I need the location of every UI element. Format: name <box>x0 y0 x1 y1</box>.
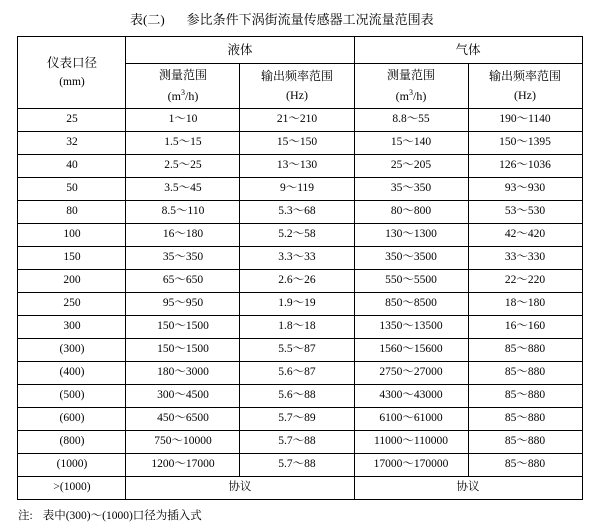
header-liquid-range-unit <box>126 88 239 104</box>
cell-gas-range: 1560～15600 <box>354 339 468 362</box>
cell-liquid-range: 750～10000 <box>126 431 240 454</box>
cell-gas-range: 80～800 <box>354 201 468 224</box>
cell-diameter: 50 <box>18 178 126 201</box>
cell-liquid-range: 150～1500 <box>126 339 240 362</box>
cell-diameter: 150 <box>18 247 126 270</box>
table-row <box>18 132 582 155</box>
cell-diameter: (300) <box>18 339 126 362</box>
table-row-agreement <box>18 477 582 500</box>
cell-gas-agreement: 协议 <box>354 477 582 500</box>
cell-gas-frequency: 85～880 <box>468 454 582 477</box>
cell-liquid-frequency: 3.3～33 <box>240 247 354 270</box>
cell-gas-frequency: 150～1395 <box>468 132 582 155</box>
cell-liquid-frequency: 5.6～87 <box>240 362 354 385</box>
table-row <box>18 155 582 178</box>
cell-liquid-range: 95～950 <box>126 293 240 316</box>
cell-liquid-range: 300～4500 <box>126 385 240 408</box>
cell-gas-frequency: 85～880 <box>468 431 582 454</box>
header-gas-group: 气体 <box>354 37 582 64</box>
note-label: 注: <box>18 510 33 522</box>
cell-liquid-range: 1200～17000 <box>126 454 240 477</box>
cell-liquid-range: 1.5～15 <box>126 132 240 155</box>
cell-gas-range: 15～140 <box>354 132 468 155</box>
unit-sup: 3 <box>180 87 185 97</box>
cell-liquid-frequency: 15～150 <box>240 132 354 155</box>
cell-gas-range: 550～5500 <box>354 270 468 293</box>
cell-diameter: (800) <box>18 431 126 454</box>
cell-gas-frequency: 33～330 <box>468 247 582 270</box>
cell-liquid-frequency: 5.5～87 <box>240 339 354 362</box>
cell-diameter: 80 <box>18 201 126 224</box>
cell-liquid-frequency: 21～210 <box>240 109 354 132</box>
cell-gas-range: 25～205 <box>354 155 468 178</box>
cell-gas-range: 350～3500 <box>354 247 468 270</box>
header-liquid-frequency <box>240 64 354 109</box>
header-liquid-range <box>126 64 240 109</box>
cell-diameter: (1000) <box>18 454 126 477</box>
cell-liquid-frequency: 5.7～89 <box>240 408 354 431</box>
note-text: 表中(300)～(1000)口径为插入式 <box>42 510 202 522</box>
unit-sup: 3 <box>409 87 413 97</box>
header-nominal-diameter-line1: 仪表口径 <box>46 55 97 70</box>
cell-gas-range: 2750～27000 <box>354 362 468 385</box>
cell-liquid-agreement: 协议 <box>126 477 354 500</box>
cell-diameter: >(1000) <box>18 477 126 500</box>
cell-gas-frequency: 85～880 <box>468 385 582 408</box>
header-nominal-diameter <box>18 37 126 109</box>
table-row <box>18 316 582 339</box>
cell-gas-range: 11000～110000 <box>354 431 468 454</box>
cell-gas-range: 1350～13500 <box>354 316 468 339</box>
unit-pre: (m <box>167 88 181 103</box>
cell-liquid-range: 1～10 <box>126 109 240 132</box>
table-row <box>18 385 582 408</box>
cell-liquid-range: 65～650 <box>126 270 240 293</box>
cell-gas-frequency: 16～160 <box>468 316 582 339</box>
table-title <box>0 0 600 36</box>
cell-liquid-range: 35～350 <box>126 247 240 270</box>
cell-diameter: (500) <box>18 385 126 408</box>
cell-liquid-range: 3.5～45 <box>126 178 240 201</box>
unit-post: /h) <box>184 88 199 103</box>
cell-diameter: 200 <box>18 270 126 293</box>
table-title-text: 参比条件下涡街流量传感器工况流量范围表 <box>186 12 434 27</box>
header-liquid-range-label: 测量范围 <box>158 67 207 82</box>
cell-liquid-range: 150～1500 <box>126 316 240 339</box>
table-row <box>18 408 582 431</box>
flow-range-table <box>17 36 582 500</box>
cell-gas-frequency: 93～930 <box>468 178 582 201</box>
table-row <box>18 178 582 201</box>
cell-liquid-frequency: 13～130 <box>240 155 354 178</box>
cell-liquid-frequency: 9～119 <box>240 178 354 201</box>
cell-gas-range: 6100～61000 <box>354 408 468 431</box>
cell-gas-range: 850～8500 <box>354 293 468 316</box>
table-row <box>18 293 582 316</box>
cell-liquid-frequency: 2.6～26 <box>240 270 354 293</box>
cell-gas-frequency: 190～1140 <box>468 109 582 132</box>
cell-gas-range: 17000～170000 <box>354 454 468 477</box>
cell-liquid-range: 180～3000 <box>126 362 240 385</box>
cell-diameter: 100 <box>18 224 126 247</box>
unit-post: /h) <box>413 88 427 103</box>
cell-gas-frequency: 126～1036 <box>468 155 582 178</box>
cell-liquid-range: 8.5～110 <box>126 201 240 224</box>
table-row <box>18 270 582 293</box>
table-row <box>18 454 582 477</box>
cell-liquid-frequency: 5.6～88 <box>240 385 354 408</box>
header-gas-frequency-unit: (Hz) <box>514 87 536 102</box>
table-row <box>18 201 582 224</box>
header-nominal-diameter-unit: (mm) <box>59 76 85 89</box>
cell-gas-frequency: 85～880 <box>468 408 582 431</box>
table-row <box>18 362 582 385</box>
header-liquid-frequency-label: 输出频率范围 <box>260 68 333 83</box>
cell-diameter: 40 <box>18 155 126 178</box>
cell-liquid-range: 2.5～25 <box>126 155 240 178</box>
cell-diameter: 300 <box>18 316 126 339</box>
cell-liquid-range: 450～6500 <box>126 408 240 431</box>
cell-liquid-frequency: 5.7～88 <box>240 431 354 454</box>
unit-pre: (m <box>395 88 409 103</box>
table-title-label: 表(二) <box>130 12 165 27</box>
cell-gas-frequency: 85～880 <box>468 339 582 362</box>
table-row <box>18 224 582 247</box>
cell-gas-frequency: 53～530 <box>468 201 582 224</box>
cell-diameter: 25 <box>18 109 126 132</box>
cell-gas-range: 130～1300 <box>354 224 468 247</box>
cell-liquid-range: 16～180 <box>126 224 240 247</box>
cell-diameter: (600) <box>18 408 126 431</box>
cell-gas-frequency: 42～420 <box>468 224 582 247</box>
cell-gas-frequency: 22～220 <box>468 270 582 293</box>
header-gas-range <box>354 64 468 109</box>
table-row <box>18 247 582 270</box>
cell-diameter: 32 <box>18 132 126 155</box>
header-gas-range-unit <box>355 88 468 104</box>
header-gas-frequency <box>468 64 582 109</box>
cell-gas-frequency: 85～880 <box>468 362 582 385</box>
header-gas-frequency-label: 输出频率范围 <box>489 68 562 83</box>
cell-diameter: (400) <box>18 362 126 385</box>
cell-liquid-frequency: 5.3～68 <box>240 201 354 224</box>
header-liquid-frequency-unit: (Hz) <box>286 87 308 102</box>
cell-liquid-frequency: 5.7～88 <box>240 454 354 477</box>
table-note <box>18 507 582 523</box>
cell-liquid-frequency: 1.9～19 <box>240 293 354 316</box>
table-row <box>18 431 582 454</box>
header-liquid-group: 液体 <box>126 37 354 64</box>
cell-gas-frequency: 18～180 <box>468 293 582 316</box>
table-row <box>18 109 582 132</box>
cell-gas-range: 35～350 <box>354 178 468 201</box>
header-gas-range-label: 测量范围 <box>386 67 435 82</box>
cell-gas-range: 4300～43000 <box>354 385 468 408</box>
cell-liquid-frequency: 1.8～18 <box>240 316 354 339</box>
cell-liquid-frequency: 5.2～58 <box>240 224 354 247</box>
cell-gas-range: 8.8～55 <box>354 109 468 132</box>
table-header-group-row <box>18 37 582 64</box>
table-row <box>18 339 582 362</box>
cell-diameter: 250 <box>18 293 126 316</box>
